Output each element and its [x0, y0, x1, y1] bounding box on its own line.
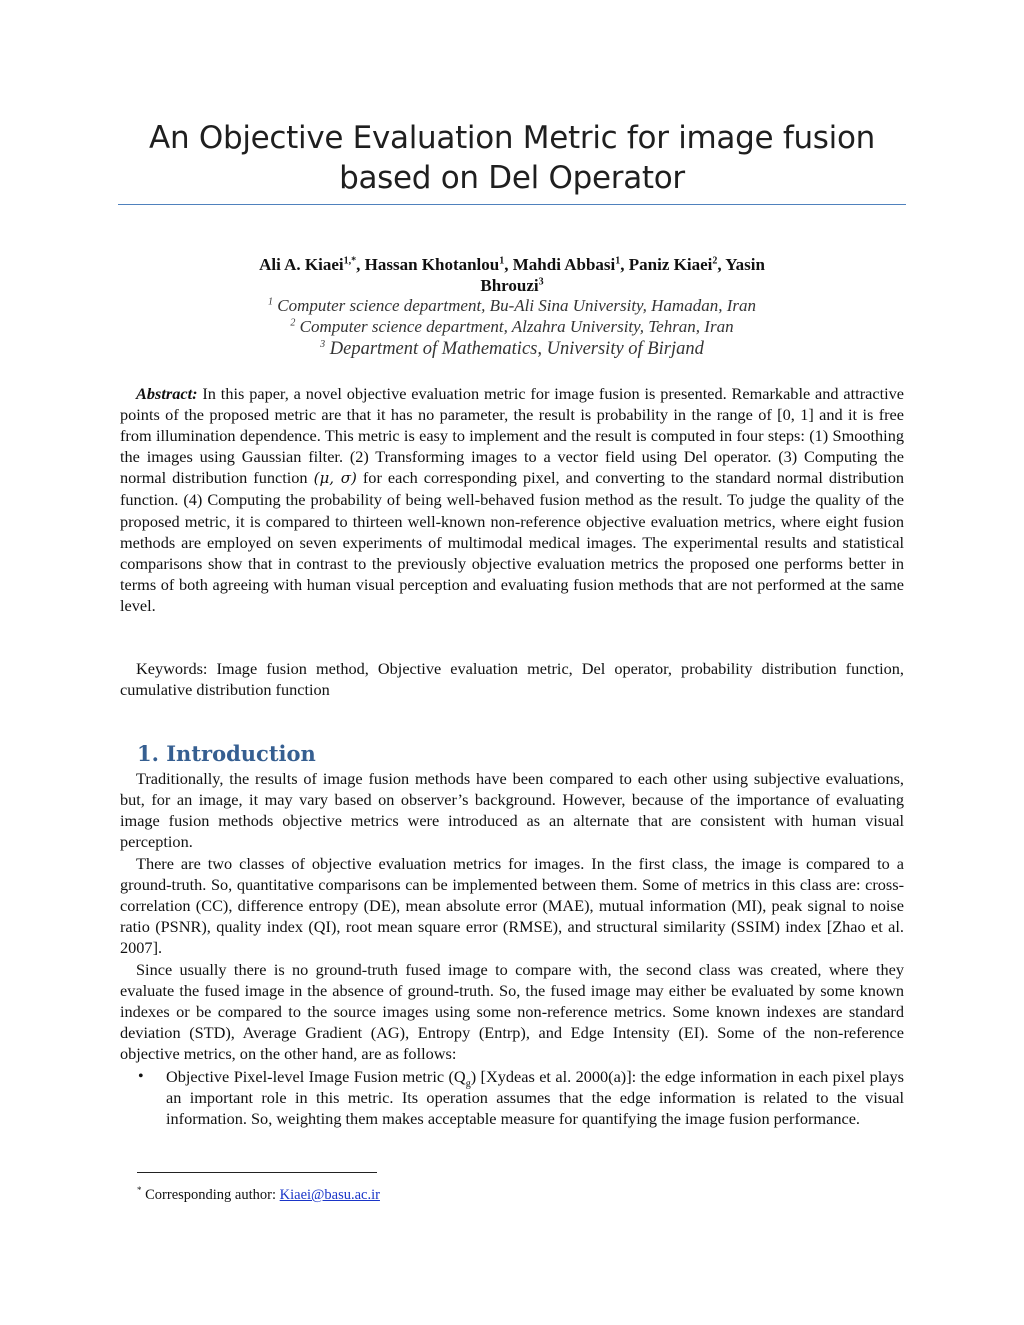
bullet-item-qg: Objective Pixel-level Image Fusion metric $(Q_g)$ [Xydeas et al. 2000(a)]: the edge information in each pixel plays an important role in this metric. Its operation assumes that the edge information is related to the visual information. So, weighting them makes acceptable measure for quantifying the image fusion performance.	[166, 1067, 904, 1129]
author-5-part1: , Yasin	[717, 255, 765, 274]
abstract-math: (μ, σ)	[313, 469, 357, 488]
paper-title	[120, 118, 904, 198]
author-1-sup: 1,*	[343, 255, 357, 267]
author-3: , Mahdi Abbasi	[504, 255, 616, 274]
title-divider	[118, 204, 906, 205]
footnote	[137, 1185, 380, 1204]
footnote-text: Corresponding author:	[141, 1186, 280, 1203]
abstract	[120, 383, 904, 616]
author-3-sup: 1	[615, 255, 621, 267]
author-2-sup: 1	[499, 255, 505, 267]
intro-paragraph-1: Traditionally, the results of image fusion methods have been compared to each other using subjective evaluations, but, for an image, it may vary based on observer’s background. However, because of the importance of evaluating image fusion methods objective metrics were introduced as an alternate that are consistent with human visual perception.	[120, 769, 904, 852]
author-4-sup: 2	[712, 255, 718, 267]
author-5-part2: Bhrouzi	[480, 276, 539, 295]
bullet-icon: •	[138, 1068, 144, 1085]
author-2: , Hassan Khotanlou	[356, 255, 500, 274]
footnote-divider	[137, 1172, 377, 1173]
affiliation-3: $^3$ Department of Mathematics, University of Birjand	[320, 338, 704, 359]
author-1: Ali A. Kiaei	[259, 255, 344, 274]
section-heading-introduction: 1. Introduction	[137, 741, 316, 766]
intro-paragraph-3: Since usually there is no ground-truth fused image to compare with, the second class was created, where they evaluate the fused image in the absence of ground-truth. So, the fused image may either be evaluated by some known indexes or be compared to the source images using some non-reference metrics. Some known indexes are standard deviation (STD), Average Gradient (AG), Entropy (Entrp), and Edge Intensity (EI). Some of the non-reference objective metrics, on the other hand, are as follows:	[120, 960, 904, 1064]
intro-paragraph-2: There are two classes of objective evaluation metrics for images. In the first class, the image is compared to a ground-truth. So, quantitative comparisons can be implemented between them. Some of metrics in this class are: cross-correlation (CC), difference entropy (DE), mean absolute error (MAE), mutual information (MI), peak signal to noise ratio (PSNR), quality index (QI), root mean square error (RMSE), and structural similarity (SSIM) index [Zhao et al. 2007].	[120, 854, 904, 958]
affiliation-2: $^2$ Computer science department, Alzahra University, Tehran, Iran	[290, 317, 734, 336]
author-4: , Paniz Kiaei	[620, 255, 713, 274]
abstract-text-2: for each corresponding pixel, and converting to the standard normal distribution function. (4) Computing the probability of being well-behaved fusion method as the result. To judge the quality of the proposed metric, it is compared to thirteen well-known non-reference objective evaluation metrics, where eight fusion methods are employed on seven experiments of multimodal medical images. The experimental results and statistical comparisons show that in contrast to the previously objective evaluation metrics the proposed one performs better in terms of both agreeing with human visual perception and evaluating fusion methods that are not performed at the same level.	[120, 468, 904, 615]
email-link[interactable]: Kiaei@basu.ac.ir	[279, 1186, 380, 1203]
affiliation-1: $^1$ Computer science department, Bu-Ali Sina University, Hamadan, Iran	[267, 296, 756, 315]
abstract-text-1: In this paper, a novel objective evaluation metric for image fusion is presented. Remarkable and attractive points of the proposed metric are that it has no parameter, the result is probability in the range of [0, 1] and it is free from illumination dependence. This metric is easy to implement and the result is computed in four steps: (1) Smoothing the images using Gaussian filter. (2) Transforming images to a vector field using Del operator. (3) Computing the normal distribution function	[120, 384, 904, 488]
title-line-2: based on Del Operator	[339, 160, 685, 196]
footnote-marker: *	[137, 1185, 142, 1195]
author-5-sup: 3	[538, 276, 544, 288]
title-line-1: An Objective Evaluation Metric for image fusion	[149, 120, 875, 156]
author-list	[120, 254, 904, 296]
abstract-label: Abstract:	[136, 384, 198, 403]
keywords: Keywords: Image fusion method, Objective evaluation metric, Del operator, probability distribution function, cumulative distribution function	[120, 659, 904, 700]
